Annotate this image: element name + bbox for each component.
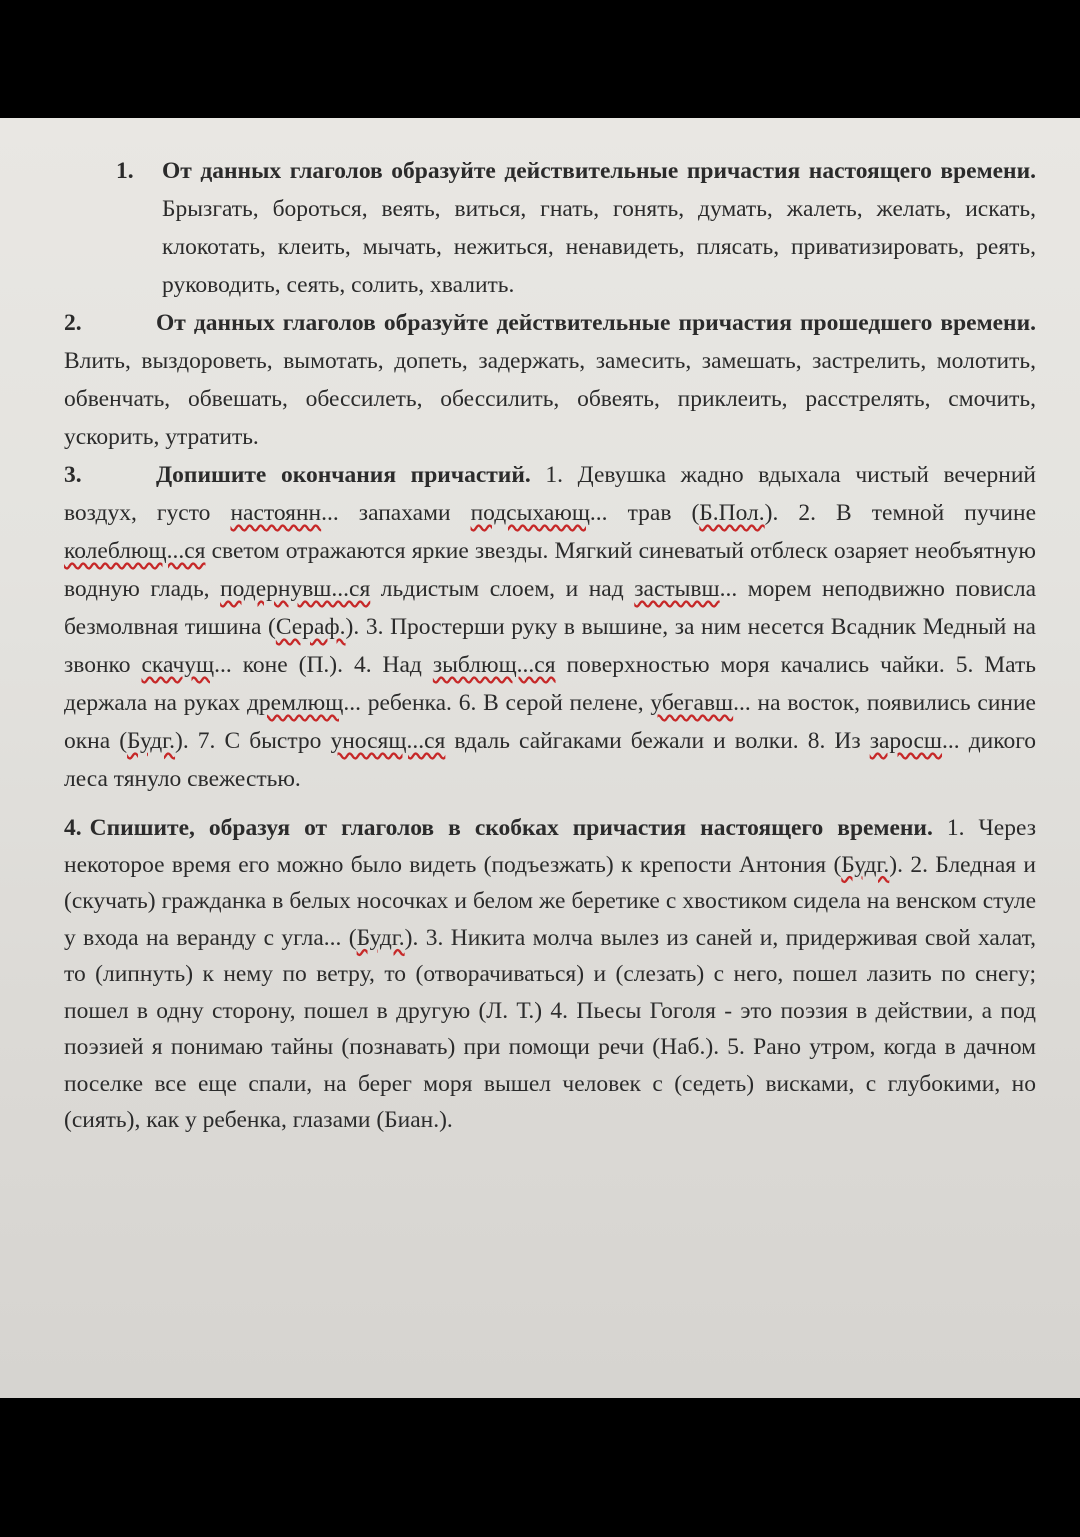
spellcheck-word: Б.Пол.	[699, 500, 765, 526]
spellcheck-word: скачущ	[141, 652, 215, 678]
spellcheck-word: заросш	[869, 728, 943, 754]
task-2	[64, 304, 1036, 456]
task-text: ... морем неподвижно повисла безмолвная тишина (	[64, 576, 1037, 640]
task-text: вдаль сайгаками бежали и волки. 8. Из	[445, 728, 870, 754]
task-text: ). 2. В темной пучине	[764, 500, 1036, 526]
task-body: Влить, выздороветь, вымотать, допеть, задержать, замесить, замешать, застрелить, молотить, обвенчать, обвешать, обессилеть, обессилить, обвеять, приклеить, расстрелять, смочить, ускорить, утратить.	[64, 348, 1036, 450]
spellcheck-word: Сераф.	[275, 614, 346, 640]
task-text: ... запахами	[321, 500, 471, 526]
task-text: 1. Девушка жадно вдыхала чистый вечерний воздух, густо	[64, 462, 1036, 526]
spellcheck-word: застывш	[634, 576, 720, 602]
task-4	[64, 810, 1036, 1139]
spellcheck-word: Будг.	[127, 728, 176, 754]
spellcheck-word: подернувш...ся	[220, 576, 371, 602]
spellcheck-word: Будг.	[356, 924, 405, 951]
task-text: поверхностью моря качались чайки. 5. Мать держала на руках	[64, 652, 1036, 716]
spellcheck-word: Будг.	[841, 851, 890, 878]
spellcheck-word: зыблющ...ся	[432, 652, 556, 678]
task-text: ). 2. Бледная и (скучать) гражданка в белых носочках и белом же беретике с хвостиком сидела на венском стуле у входа на веранду с угла... (	[64, 851, 1036, 951]
spellcheck-word: дремлющ	[246, 690, 344, 716]
task-text: ... коне (П.). 4. Над	[214, 652, 433, 678]
task-1	[64, 152, 1036, 304]
task-text: ... на восток, появились синие окна (	[64, 690, 1036, 754]
task-text: ). 7. С быстро	[175, 728, 331, 754]
task-text: светом отражаются яркие звезды. Мягкий синеватый отблеск озаряет необъятную водную гладь,	[64, 538, 1036, 602]
task-text: льдистым слоем, и над	[370, 576, 635, 602]
task-number: 3.	[64, 462, 82, 488]
task-number: 4.	[64, 815, 82, 841]
task-heading: Допишите окончания причастий.	[156, 462, 531, 488]
task-number: 1.	[116, 158, 134, 184]
spellcheck-word: настоянн	[230, 500, 322, 526]
task-text: ). 3. Никита молча вылез из саней и, придерживая свой халат, то (липнуть) к нему по ветру, то (отворачиваться) и (слезать) с него, пошел лазить по снегу; пошел в одну сторону, пошел в другую (Л. Т.) 4. Пьесы Гоголя - это поэзия в действии, а под поэзией я понимаю тайны (познавать) при помощи речи (Наб.). 5. Рано утром, когда в дачном поселке все еще спали, на берег моря вышел человек с (седеть) висками, с глубокими, но (сиять), как у ребенка, глазами (Биан.).	[64, 924, 1036, 1133]
task-heading: От данных глаголов образуйте действительные причастия прошедшего времени.	[156, 310, 1036, 336]
document-page	[0, 118, 1080, 1398]
spellcheck-word: уносящ...ся	[330, 728, 446, 754]
task-text: ... ребенка. 6. В серой пелене,	[343, 690, 651, 716]
task-text: ... трав (	[589, 500, 700, 526]
spellcheck-word: подсыхающ	[470, 500, 590, 526]
task-number: 2.	[64, 310, 82, 336]
task-text: ... дикого леса тянуло свежестью.	[64, 728, 1036, 792]
task-heading: Спишите, образуя от глаголов в скобках причастия настоящего времени.	[89, 815, 933, 841]
task-body: Брызгать, бороться, веять, виться, гнать, гонять, думать, жалеть, желать, искать, клокотать, клеить, мычать, нежиться, ненавидеть, плясать, приватизировать, реять, руководить, сеять, солить, хвалить.	[162, 196, 1036, 298]
task-text: 1. Через некоторое время его можно было видеть (подъезжать) к крепости Антония (	[64, 815, 1036, 878]
spellcheck-word: колеблющ...ся	[64, 538, 206, 564]
task-heading: От данных глаголов образуйте действительные причастия настоящего времени.	[162, 158, 1036, 184]
task-text: ). 3. Простерши руку в вышине, за ним несется Всадник Медный на звонко	[64, 614, 1036, 678]
task-3	[64, 456, 1036, 798]
spellcheck-word: убегавш	[650, 690, 734, 716]
